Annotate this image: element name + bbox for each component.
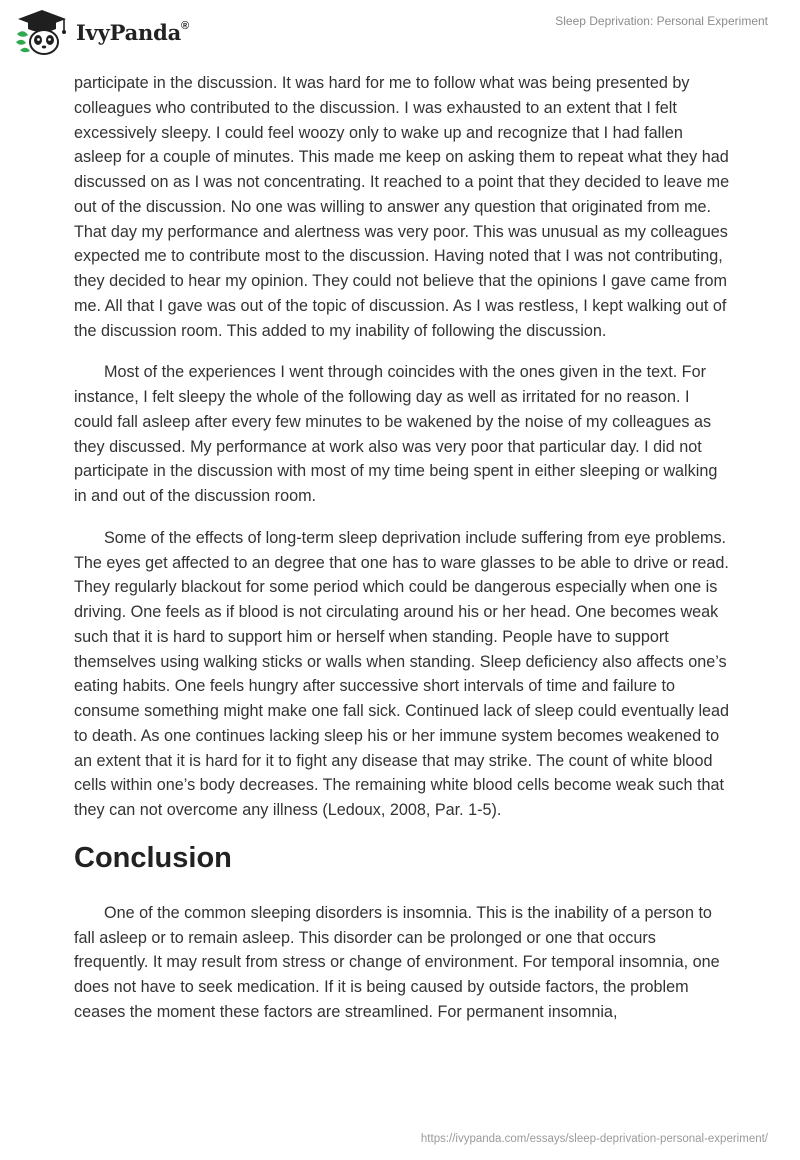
brand-name: IvyPanda® bbox=[76, 19, 189, 45]
paragraph: Most of the experiences I went through coincides with the ones given in the text. For instance, I felt sleepy the whole of the following day as well as irritated for no reason. I could fall asleep after every few minutes to be wakened by the noise of my colleagues as they discussed. My performance at work also was very poor that particular day. I did not participate in the discussion with most of my time being spent in either sleeping or walking in and out of the discussion room. bbox=[74, 363, 718, 505]
essay-body bbox=[74, 71, 730, 1042]
paragraph: Some of the effects of long-term sleep deprivation include suffering from eye problems. The eyes get affected to an degree that one has to ware glasses to be able to drive or read. They regularly blackout for some period which could be dangerous especially when one is driving. One feels as if blood is not circulating around his or her head. One becomes weak such that it is hard to support him or herself when standing. People have to support themselves using walking sticks or walls when standing. Sleep deficiency also affects one’s eating habits. One feels hungry after successive short intervals of time and failure to consume something might make one fall sick. Continued lack of sleep could eventually lead to death. As one continues lacking sleep his or her immune system becomes weakened to an extent that it is hard for it to fight any disease that may strike. The count of white blood cells within one’s body decreases. The remaining white blood cells become weak such that they can not overcome any illness (Ledoux, 2008, Par. 1-5). bbox=[74, 528, 730, 819]
paragraph: participate in the discussion. It was hard for me to follow what was being presented by colleagues who contributed to the discussion. I was exhausted to an extent that I felt excessively sleepy. I could feel woozy only to wake up and recognize that I had fallen asleep for a couple of minutes. This made me keep on asking them to repeat what they had discussed on as I was not concentrating. It reached to a point that they decided to leave me out of the discussion. No one was willing to answer any question that originated from me. That day my performance and alertness was very poor. This was unusual as my colleagues expected me to contribute most to the discussion. Having noted that I was not contributing, they decided to hear my opinion. They could not believe that the opinions I gave came from me. All that I gave was out of the topic of discussion. As I was restless, I kept walking out of the discussion room. This added to my inability of following the discussion. bbox=[74, 74, 730, 340]
source-url[interactable]: https://ivypanda.com/essays/sleep-deprivation-personal-experiment/ bbox=[420, 1133, 768, 1145]
panda-graduation-cap-icon bbox=[14, 8, 70, 56]
page-header bbox=[0, 0, 800, 66]
document-title: Sleep Deprivation: Personal Experiment bbox=[555, 14, 768, 28]
conclusion-heading: Conclusion bbox=[74, 841, 232, 874]
registered-mark: ® bbox=[181, 19, 189, 32]
conclusion-paragraph: One of the common sleeping disorders is insomnia. This is the inability of a person to fall asleep or to remain asleep. This disorder can be prolonged or one that occurs frequently. It may result from stress or change of environment. For temporal insomnia, one does not have to seek medication. If it is being caused by outside factors, the problem ceases the moment these factors are streamlined. For permanent insomnia, bbox=[74, 903, 720, 1021]
brand-logo[interactable] bbox=[14, 8, 189, 56]
